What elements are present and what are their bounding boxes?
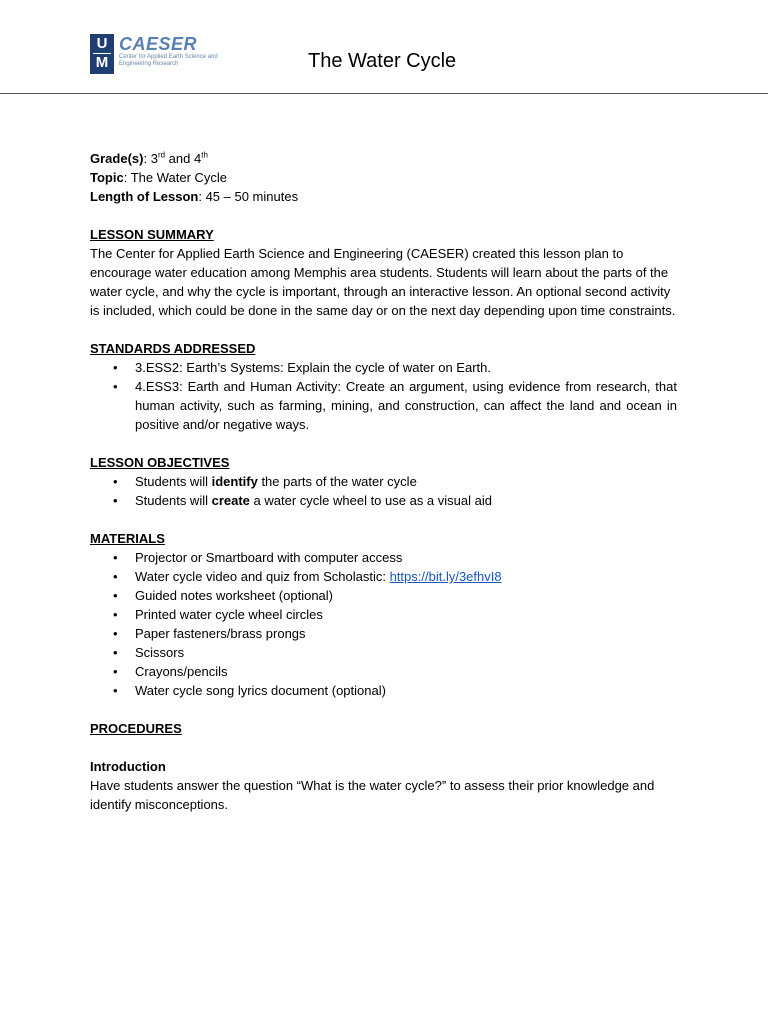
length-line: Length of Lesson: 45 – 50 minutes bbox=[90, 189, 299, 204]
list-item: • 4.ESS3: Earth and Human Activity: Create an argument, using evidence from research, that human activity, such as farming, mining, and construction, can affect the land and ocean in positive and/or negative ways. bbox=[90, 377, 677, 434]
lesson-content bbox=[90, 149, 677, 814]
objectives-heading: LESSON OBJECTIVES bbox=[90, 455, 230, 470]
document-title: The Water Cycle bbox=[308, 50, 457, 72]
um-logo-icon: U M bbox=[90, 34, 114, 74]
list-item: • Crayons/pencils bbox=[90, 662, 677, 681]
topic-line: Topic: The Water Cycle bbox=[90, 170, 228, 185]
list-item: • Water cycle song lyrics document (optional) bbox=[90, 681, 677, 700]
lesson-summary-text: The Center for Applied Earth Science and Engineering (CAESER) created this lesson plan to encourage water education among Memphis area students. Students will learn about the parts of the water cycle, and why the cycle is important, through an interactive lesson. An optional second activity is included, which could be done in the same day or on the next day depending upon time constraints. bbox=[90, 246, 676, 318]
list-item: • Paper fasteners/brass prongs bbox=[90, 624, 677, 643]
list-item: • Printed water cycle wheel circles bbox=[90, 605, 677, 624]
procedures-heading: PROCEDURES bbox=[90, 721, 182, 736]
grade-line: Grade(s): 3rd and 4th bbox=[90, 150, 208, 166]
list-item: • Scissors bbox=[90, 643, 677, 662]
objectives-list bbox=[90, 472, 677, 510]
page-header bbox=[0, 0, 768, 95]
list-item: • Students will create a water cycle wheel to use as a visual aid bbox=[90, 491, 677, 510]
logo-name: CAESER bbox=[119, 34, 198, 54]
logo-subtitle: Center for Applied Earth Science and Engineering Research bbox=[119, 54, 218, 67]
lesson-summary-heading: LESSON SUMMARY bbox=[90, 227, 214, 242]
introduction-text: Have students answer the question “What is the water cycle?” to assess their prior knowledge and identify misconceptions. bbox=[90, 778, 655, 812]
standards-heading: STANDARDS ADDRESSED bbox=[90, 341, 256, 356]
materials-list bbox=[90, 548, 677, 700]
introduction-heading: Introduction bbox=[90, 759, 166, 774]
list-item: • Projector or Smartboard with computer access bbox=[90, 548, 677, 567]
header-divider bbox=[0, 93, 768, 94]
list-item: • Guided notes worksheet (optional) bbox=[90, 586, 677, 605]
standards-list bbox=[90, 358, 677, 434]
scholastic-link[interactable]: https://bit.ly/3efhvI8 bbox=[389, 569, 502, 584]
list-item: • 3.ESS2: Earth’s Systems: Explain the cycle of water on Earth. bbox=[90, 358, 677, 377]
list-item: • Water cycle video and quiz from Scholastic: https://bit.ly/3efhvI8 bbox=[90, 567, 677, 586]
caeser-logo bbox=[90, 34, 219, 74]
materials-heading: MATERIALS bbox=[90, 531, 165, 546]
list-item: • Students will identify the parts of the water cycle bbox=[90, 472, 677, 491]
